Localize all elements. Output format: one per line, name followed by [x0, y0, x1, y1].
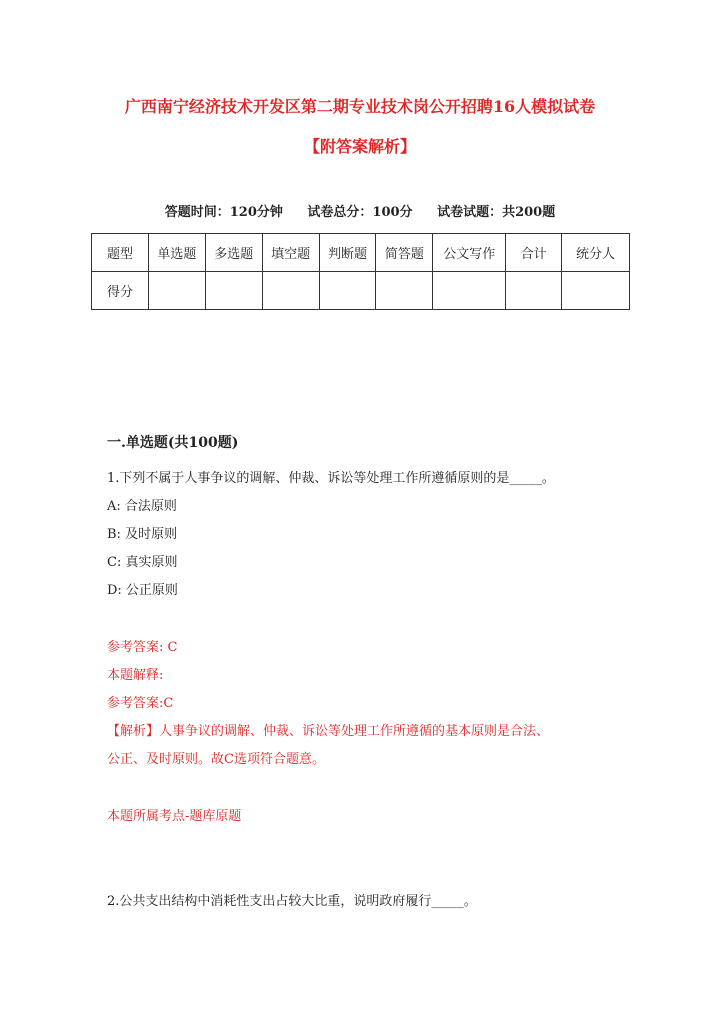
score-cell[interactable]: [319, 272, 376, 310]
header-cell-total: 合计: [506, 234, 562, 272]
document-subtitle: 【附答案解析】: [303, 137, 416, 156]
header-cell-single: 单选题: [148, 234, 205, 272]
header-cell-short: 简答题: [376, 234, 433, 272]
question-1-stem: 1.下列不属于人事争议的调解、仲裁、诉讼等处理工作所遵循原则的是_____。: [107, 471, 555, 486]
question-1-explain-label: 本题解释:: [107, 668, 164, 683]
score-cell[interactable]: [148, 272, 205, 310]
section-heading: 一.单选题(共100题): [107, 435, 239, 451]
question-2-stem: 2.公共支出结构中消耗性支出占较大比重，说明政府履行_____。: [107, 894, 477, 909]
document-title: 广西南宁经济技术开发区第二期专业技术岗公开招聘16人模拟试卷: [124, 97, 596, 116]
header-cell-fill: 填空题: [262, 234, 319, 272]
question-1-answer: 参考答案: C: [107, 640, 178, 655]
score-cell[interactable]: [262, 272, 319, 310]
score-table-header-row: [92, 234, 630, 272]
header-cell-scorer: 统分人: [562, 234, 630, 272]
score-cell[interactable]: [506, 272, 562, 310]
exam-question-count: 试卷试题：共200题: [437, 205, 556, 220]
exam-total-score: 试卷总分：100分: [307, 205, 413, 220]
question-1-option-b: B: 及时原则: [107, 527, 178, 542]
question-1-option-d: D: 公正原则: [107, 583, 178, 598]
question-1-option-a: A: 合法原则: [107, 499, 177, 514]
score-cell[interactable]: [376, 272, 433, 310]
question-1-analysis-line-2: 公正、及时原则。故C选项符合题意。: [107, 752, 325, 767]
score-row-label: 得分: [92, 272, 149, 310]
score-cell[interactable]: [562, 272, 630, 310]
question-1-answer-repeat: 参考答案:C: [107, 696, 174, 711]
score-cell[interactable]: [433, 272, 506, 310]
score-table: [91, 233, 630, 310]
question-1-topic: 本题所属考点-题库原题: [107, 809, 242, 824]
header-cell-type: 题型: [92, 234, 149, 272]
score-cell[interactable]: [205, 272, 262, 310]
question-1-analysis-line-1: 【解析】人事争议的调解、仲裁、诉讼等处理工作所遵循的基本原则是合法、: [107, 724, 550, 739]
question-1-option-c: C: 真实原则: [107, 555, 178, 570]
exam-info: [0, 201, 720, 220]
header-cell-multi: 多选题: [205, 234, 262, 272]
exam-time: 答题时间：120分钟: [164, 205, 283, 220]
score-table-score-row: [92, 272, 630, 310]
header-cell-judge: 判断题: [319, 234, 376, 272]
header-cell-writing: 公文写作: [433, 234, 506, 272]
